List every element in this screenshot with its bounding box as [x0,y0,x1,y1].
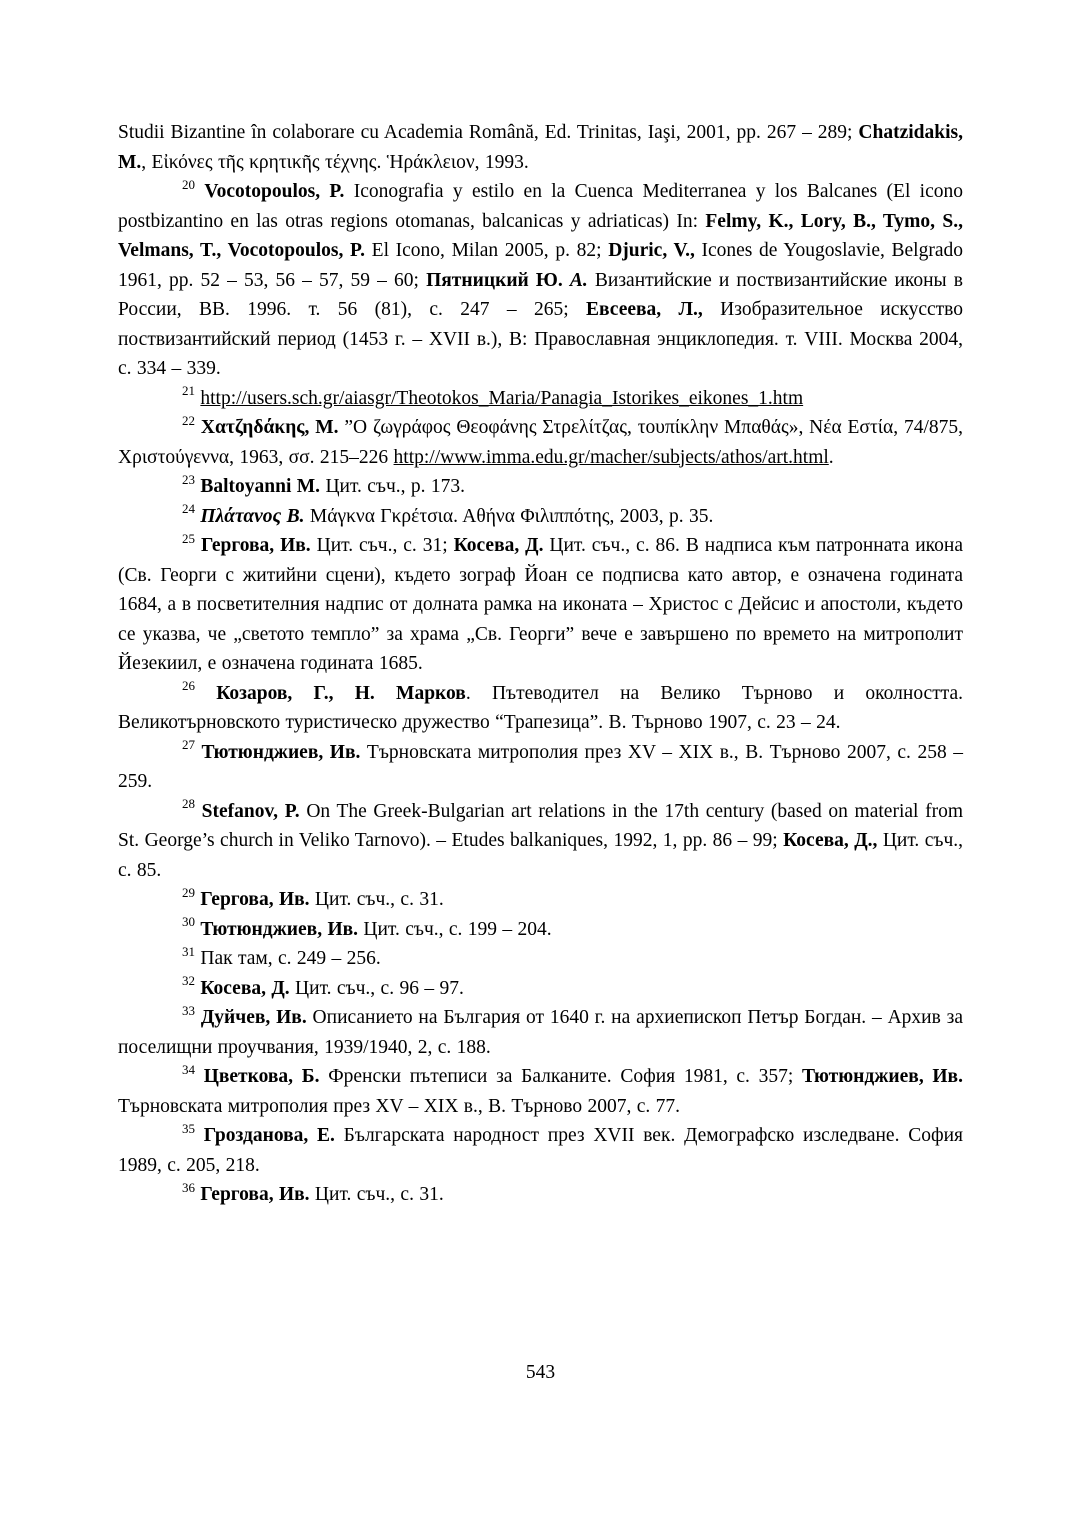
footnote-31 [118,944,963,974]
text-run: Търновската митрополия през XV – XIX в., В. Търново 2007, с. 77. [118,1095,681,1117]
footnote-number: 28 [182,796,195,811]
footnote-number: 34 [182,1061,195,1077]
text-run: Djuric, V., [608,240,695,261]
text-run: Описанието на България от 1640 г. на архиепископ Петър Богдан. – Архив за поселищни проучвания, 1939/1940, 2, с. 188. [118,1007,963,1058]
footnote-23 [118,472,963,502]
text-run: Косева, Д. [453,535,544,556]
text-run: Baltoyanni M. [200,476,321,497]
text-run: А. [569,269,588,291]
text-run: On The Greek-Bulgarian art relations in the 17th century (based on material from St. George’s church in Veliko Tarnovo). – Etudes balkaniques, 1992, 1, pp. 86 – 99; [118,800,963,851]
text-run: Studii Bizantine în colaborare cu Academia Română, Ed. Trinitas, Iaşi, 2001, pp. 267 – 289; [118,122,859,143]
footnote-number: 32 [182,973,195,988]
footnote-26 [118,679,963,738]
footnote-32 [118,974,963,1004]
text-run: Гергова, Ив. [200,889,310,910]
footnote-20 [118,177,963,384]
footnote-number: 24 [182,501,195,516]
footnote-30 [118,915,963,945]
footnote-36 [118,1180,963,1210]
text-run: Гергова, Ив. [200,1184,310,1205]
text-run: Тютюнджиев, Ив. [201,741,361,763]
text-run: Πλάτανος Β. [200,505,305,527]
footnote-number: 31 [182,943,195,959]
text-run: Цит. съч., с. 86. В надписа към патронната икона (Св. Георги с житийни сцени), където зограф Йоан се подписва като автор, е означена годината 1684, а в посветителния надпис от долната рамка на иконата – Христос с Дейсис и апостоли, където се указва, че „светото темпло” за храма „Св. Георги” вече е завършено по времето на митрополит Йезекиил, е означена годината 1685. [118,535,963,674]
footnote-number: 22 [182,412,195,428]
text-run: Χατζηδάκης, Μ. [200,417,339,438]
footnote-number: 30 [182,914,195,929]
footnote-number: 35 [182,1120,195,1136]
footnote-24 [118,502,963,532]
text-run: Цит. съч., с. 31. [309,1184,444,1205]
text-run: Vocotopoulos, P. [204,181,345,202]
footnote-27 [118,738,963,797]
text-run: Козаров, Г., Н. Марков [216,682,466,704]
text-run: Icones de Yougoslavie, Belgrado 1961, pp. 52 – 53, 56 – 57, 59 – 60; [118,240,964,291]
text-run: Тютюнджиев, Ив. [802,1066,963,1087]
footnote-number: 23 [182,471,195,487]
footnote-number: 27 [182,737,195,752]
footnote-34 [118,1062,963,1121]
text-run: , Εἰκόνες τῆς κρητικῆς τέχνης. Ἡράκλειον, 1993. [141,151,529,173]
footnote-35 [118,1121,963,1180]
text-run: Chatzidakis, M. [118,122,963,173]
footnote-21 [118,384,963,414]
text-run: . Пътеводител на Велико Търново и околността. Великотърновското туристическо дружество “Трапезица”. В. Търново 1907, с. 23 – 24. [118,682,964,733]
footnote-28 [118,797,963,886]
text-run: Цит. съч., с. 85. [118,830,963,881]
text-run: Изобразительное искусство поствизантийский период (1453 г. – XVII в.), В: Православная энциклопедия. т. VIII. Москва 2004, с. 334 – 339. [118,299,963,379]
text-run: . [828,446,834,468]
footnote-33 [118,1003,963,1062]
text-run: Цветкова, Б. [203,1066,320,1087]
text-run: El Icono, Milan 2005, p. 82; [365,240,609,261]
text-run: Византийские и поствизантийские иконы в России, ВВ. 1996. т. 56 (81), с. 247 – 265; [118,269,963,320]
footnote-number: 21 [182,383,195,398]
text-run: Пак там, с. 249 – 256. [200,948,381,969]
text-run: Косева, Д. [200,977,290,999]
text-run: Iconografia y estilo en la Cuenca Mediterranea y los Balcanes (El icono postbizantino en las otras regions otomanas, balcanicas y adriaticas) In: [118,181,964,232]
text-run: ”Ο ζωγράφος Θεοφάνης Στρελίτζας, τουπίκλην Μπαθάς», Νέα Εστία, 74/875, Χριστούγεννα, 1963, σσ. 215–226 [118,417,964,468]
text-run: Цит. съч., с. 199 – 204. [358,918,552,940]
text-run: Цит. съч., с. 96 – 97. [289,977,464,999]
text-run: Felmy, K., Lory, B., Tymo, S., Velmans, T., Vocotopoulos, P. [118,210,963,261]
footnote-number: 20 [182,176,195,192]
footnote-29 [118,885,963,915]
footnote-continuation [118,118,963,177]
text-run: Μάγκνα Γκρέτσια. Αθήνα Φιλιππότης, 2003, p. 35. [304,505,714,527]
text-run: Българската народност през XVII век. Демографско изследване. София 1989, с. 205, 218. [118,1125,963,1176]
text-run: Цит. съч., p. 173. [320,476,466,497]
footnote-number: 29 [182,884,195,900]
text-run: Дуйчев, Ив. [200,1007,307,1028]
text-run: Косева, Д., [783,830,878,851]
text-run: Цит. съч., с. 31; [310,535,454,556]
text-run: Търновската митрополия през XV – XIX в., В. Търново 2007, с. 258 – 259. [118,741,963,792]
footnote-22 [118,413,963,472]
text-run: Тютюнджиев, Ив. [200,918,359,940]
text-run: Френски пътеписи за Балканите. София 1981, с. 357; [319,1066,802,1087]
text-run: Цит. съч., с. 31. [309,889,444,910]
text-run: Грозданова, Е. [203,1125,335,1146]
hyperlink[interactable]: http://users.sch.gr/aiasgr/Theotokos_Maria/Panagia_Istorikes_eikones_1.htm [200,387,804,409]
footnotes [118,118,963,1210]
page-number: 543 [525,1361,556,1383]
text-run: Гергова, Ив. [200,535,311,556]
text-run: Евсеева, Л., [586,299,703,320]
footnote-number: 25 [182,530,195,546]
text-run: Пятницкий Ю. [426,269,570,291]
footnote-number: 36 [182,1179,195,1195]
footnote-number: 33 [182,1002,195,1018]
text-run: Stefanov, P. [201,800,300,822]
hyperlink[interactable]: http://www.imma.edu.gr/macher/subjects/athos/art.html [393,446,829,468]
footnote-number: 26 [182,678,195,693]
footnote-25 [118,531,963,679]
